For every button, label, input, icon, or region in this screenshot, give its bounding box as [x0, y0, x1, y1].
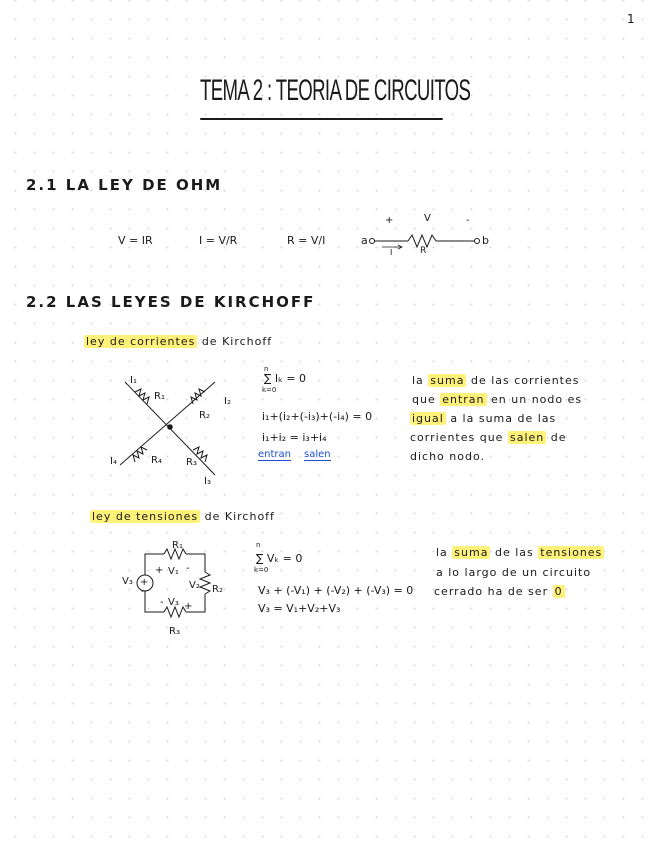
label-entran: entran — [258, 449, 291, 460]
current-desc-2-highlight: entran — [442, 393, 485, 406]
loop-label-source-minus: - — [141, 586, 145, 597]
label-r3: R₃ — [186, 457, 197, 468]
label-i1: I₁ — [130, 375, 137, 386]
current-desc-line-5: dicho nodo. — [410, 450, 486, 463]
loop-label-v3: V₃ — [168, 597, 179, 608]
tension-desc-line-2: a lo largo de un circuito — [436, 566, 592, 579]
label-r2: R₂ — [199, 410, 210, 421]
title-underline — [200, 118, 443, 120]
ohm-equation-i: I = V/R — [199, 234, 238, 247]
tension-desc-1a: la — [436, 546, 448, 559]
loop-label-v1: V₁ — [168, 566, 179, 577]
label-i2: I₂ — [224, 396, 231, 407]
resistor-v-label: V — [424, 213, 431, 224]
tension-desc-1-highlight-2: tensiones — [540, 546, 603, 559]
current-desc-line-3 — [410, 412, 556, 425]
current-desc-4b: de — [550, 431, 567, 444]
page-title: TEMA 2 : TEORIA DE CIRCUITOS — [200, 74, 471, 107]
tension-desc-line-3 — [434, 585, 565, 598]
page-number: 1 — [627, 12, 635, 26]
resistor-node-b: b — [482, 234, 489, 247]
label-r4: R₄ — [151, 455, 162, 466]
loop-label-r1: R₁ — [172, 540, 183, 551]
current-desc-1-highlight: suma — [430, 374, 465, 387]
current-law-rest: de Kirchoff — [201, 335, 273, 348]
section-heading-ohm: 2.1 LA LEY DE OHM — [26, 176, 223, 194]
current-desc-3-highlight: igual — [412, 412, 444, 425]
section-heading-kirchoff: 2.2 LAS LEYES DE KIRCHOFF — [26, 293, 316, 311]
current-law-highlight: ley de corrientes — [86, 335, 196, 348]
loop-label-plus-3: + — [184, 601, 193, 612]
label-i3: I₃ — [204, 476, 211, 487]
tension-desc-1b: de las — [494, 546, 534, 559]
current-desc-4-highlight: salen — [509, 431, 545, 444]
current-desc-4a: corrientes que — [410, 431, 504, 444]
label-salen: salen — [304, 449, 331, 460]
tension-result-equation: V₃ = V₁+V₂+V₃ — [258, 602, 341, 615]
tension-sum-lower: k=0 — [254, 566, 269, 574]
tension-desc-3a: cerrado ha de ser — [434, 585, 549, 598]
current-in-out-equation: i₁+i₂ = i₃+i₄ — [262, 431, 327, 444]
tension-law-heading — [90, 510, 275, 523]
tension-sum-equation: ∑ Vₖ = 0 — [256, 552, 303, 565]
current-sum-lower: k=0 — [262, 386, 277, 394]
current-sum-equation: ∑ Iₖ = 0 — [264, 372, 307, 385]
tension-law-highlight: ley de tensiones — [92, 510, 199, 523]
resistor-node-a: a — [361, 234, 368, 247]
current-desc-2a: que — [412, 393, 436, 406]
current-desc-line-1 — [412, 374, 579, 387]
loop-label-source-plus: + — [140, 577, 149, 588]
loop-label-vs: V₃ — [122, 576, 133, 587]
resistor-current-label: I — [390, 248, 393, 257]
loop-label-plus-1: + — [155, 565, 164, 576]
loop-circuit-diagram — [120, 540, 220, 640]
current-desc-1b: de las corrientes — [470, 374, 580, 387]
current-desc-2b: en un nodo es — [491, 393, 583, 406]
current-desc-1a: la — [412, 374, 424, 387]
loop-label-r3: R₃ — [169, 626, 180, 637]
resistor-minus: - — [466, 215, 470, 226]
tension-law-rest: de Kirchoff — [204, 510, 275, 523]
resistor-r-label: R — [420, 246, 427, 256]
loop-label-r2: R₂ — [212, 584, 223, 595]
ohm-equation-r: R = V/I — [287, 234, 326, 247]
tension-desc-1-highlight: suma — [454, 546, 489, 559]
resistor-plus: + — [385, 215, 394, 226]
ohm-equation-v: V = IR — [118, 234, 153, 247]
tension-sum-upper: n — [256, 541, 261, 549]
loop-label-v2: V₂ — [189, 580, 200, 591]
current-desc-3b: a la suma de las — [450, 412, 557, 425]
current-desc-line-4 — [410, 431, 567, 444]
tension-desc-line-1 — [436, 546, 604, 559]
loop-label-minus-3: - — [160, 597, 164, 608]
tension-expanded-equation: V₃ + (-V₁) + (-V₂) + (-V₃) = 0 — [258, 584, 414, 597]
label-r1: R₁ — [154, 391, 165, 402]
tension-desc-3-highlight: 0 — [554, 585, 563, 598]
current-sum-upper: n — [264, 365, 269, 373]
current-desc-line-2 — [412, 393, 582, 406]
node-diagram — [105, 370, 230, 485]
loop-label-minus-1: - — [186, 563, 190, 574]
current-law-heading — [84, 335, 272, 348]
label-i4: I₄ — [110, 456, 117, 467]
current-expanded-equation: i₁+(i₂+(-i₃)+(-i₄) = 0 — [262, 410, 373, 423]
